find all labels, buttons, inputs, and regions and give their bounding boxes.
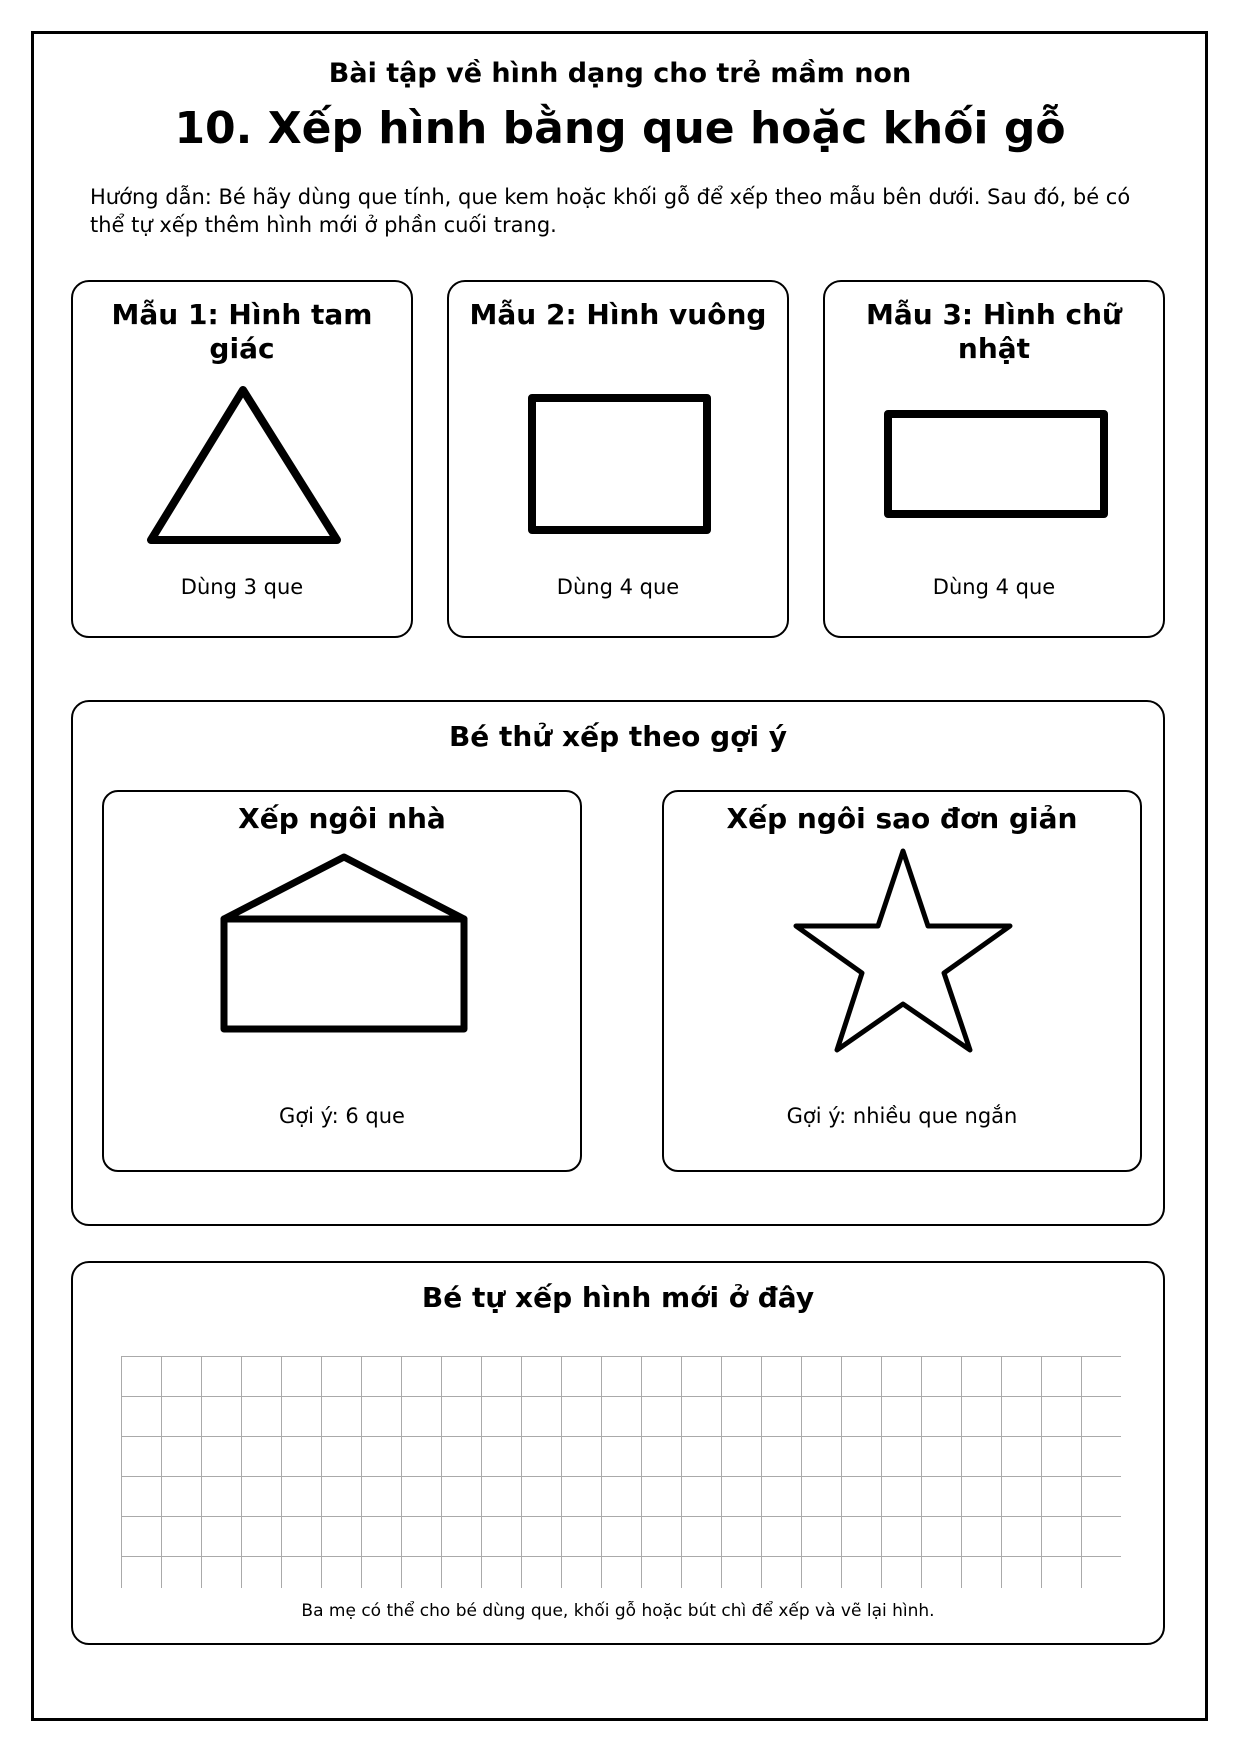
sample-card-square	[447, 280, 789, 638]
drawing-grid[interactable]	[121, 1356, 1121, 1588]
free-build-title: Bé tự xếp hình mới ở đây	[421, 1281, 815, 1314]
sample-title: Mẫu 3: Hình chữ nhật	[866, 298, 1122, 365]
sample-caption: Dùng 3 que	[180, 575, 304, 599]
suggestion-card-star	[662, 790, 1142, 1172]
sample-caption: Dùng 4 que	[932, 575, 1056, 599]
worksheet-subtitle: Bài tập về hình dạng cho trẻ mầm non	[328, 58, 912, 89]
sample-card-rectangle	[823, 280, 1165, 638]
suggestion-caption: Gợi ý: nhiều que ngắn	[786, 1104, 1018, 1128]
sample-caption: Dùng 4 que	[556, 575, 680, 599]
sample-card-triangle	[71, 280, 413, 638]
free-build-note: Ba mẹ có thể cho bé dùng que, khối gỗ hoặc bút chì để xếp và vẽ lại hình.	[301, 1601, 935, 1621]
sample-title: Mẫu 2: Hình vuông	[469, 298, 767, 331]
free-build-section	[71, 1261, 1165, 1645]
suggestion-caption: Gợi ý: 6 que	[279, 1104, 405, 1128]
sample-title: Mẫu 1: Hình tam giác	[111, 298, 373, 365]
suggestion-title: Xếp ngôi nhà	[238, 802, 446, 835]
suggestion-card-house	[102, 790, 582, 1172]
suggestions-section	[71, 700, 1165, 1226]
instructions-text: Hướng dẫn: Bé hãy dùng que tính, que kem hoặc khối gỗ để xếp theo mẫu bên dưới. Sau đó, bé có thể tự xếp thêm hình mới ở phần cuối trang.	[90, 185, 1131, 237]
suggestions-title: Bé thử xếp theo gợi ý	[448, 720, 788, 753]
worksheet-title: 10. Xếp hình bằng que hoặc khối gỗ	[174, 103, 1066, 154]
suggestion-title: Xếp ngôi sao đơn giản	[726, 802, 1078, 835]
